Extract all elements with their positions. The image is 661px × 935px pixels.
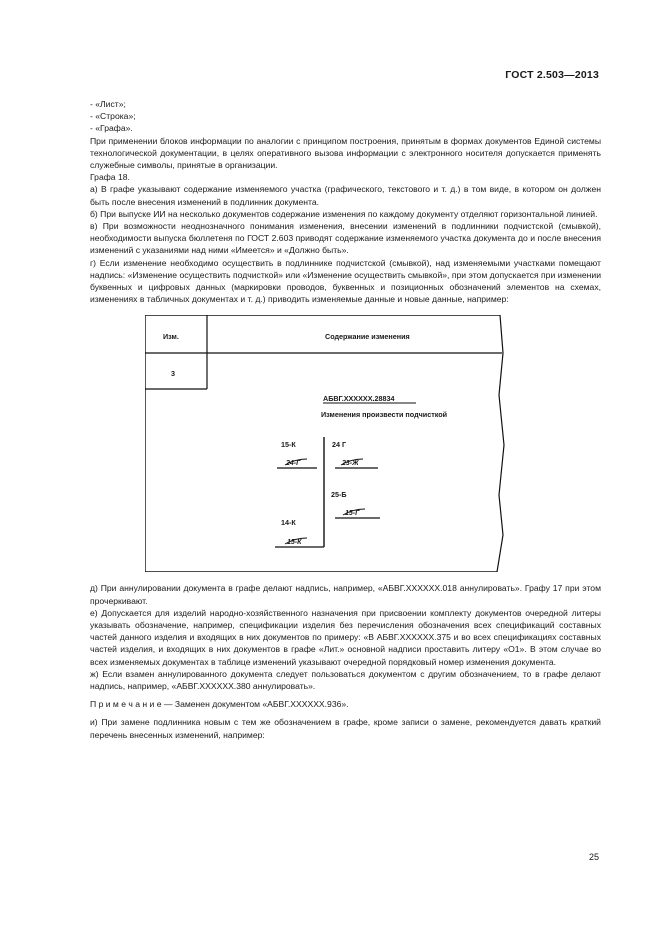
figure-left-bottom-old: 15-К bbox=[287, 539, 302, 547]
change-example-figure bbox=[145, 315, 507, 572]
page-content bbox=[90, 98, 601, 741]
figure-left-top-old: 24-Г bbox=[286, 460, 301, 468]
note-label: П р и м е ч а н и е bbox=[90, 699, 162, 710]
paragraph: б) При выпуске ИИ на несколько документов содержание изменения по каждому документу отделяют горизонтальной линией. bbox=[90, 208, 598, 219]
paragraph: При применении блоков информации по аналогии с принципом построения, принятым в формах документов Единой системы технологической документации, в целях оперативного вызова информации с электронного носителя допускается применять служебные символы, принятые в организации. bbox=[90, 135, 601, 171]
paragraph: е) Допускается для изделий народно-хозяйственного назначения при присвоении комплекту документов очередной литеры указывать обозначение, например, спецификации изделия без перечисления обозначения всех спецификаций составных частей данного изделия и входящих в них документов по примеру: «В АБВГ.ХХХХХХ.375 и во всех спецификациях составных частей изделия, и входящих в них документов в графе «Лит.» основной надписи проставить литеру «О1». В этом случае во всех изменяемых документах в таблице изменений указывают очередной порядковый номер изменения документа. bbox=[90, 607, 601, 667]
note-text: — Заменен документом «АБВГ.ХХХХХХ.936». bbox=[161, 699, 349, 710]
figure-instruction: Изменения произвести подчисткой bbox=[321, 410, 448, 420]
figure-left-bottom-label: 14-К bbox=[281, 518, 296, 528]
figure-left-top-label: 15-К bbox=[281, 440, 296, 450]
figure-header-content-col: Содержание изменения bbox=[325, 332, 410, 342]
figure-right-bottom-old: 15-Г bbox=[345, 510, 360, 518]
paragraph: ж) Если взамен аннулированного документа следует пользоваться документом с другим обозначением, то в графе делают надпись, например, «АБВГ.ХХХХХХ.380 аннулировать». bbox=[90, 668, 601, 692]
figure-change-number: 3 bbox=[171, 369, 175, 379]
figure-right-top-old: 23-Ж bbox=[342, 460, 359, 468]
figure-header-change-col: Изм. bbox=[163, 332, 179, 342]
paragraph: а) В графе указывают содержание изменяемого участка (графического, текстового и т. д.) в том виде, в котором он должен быть после внесения изменений в подлинник документа. bbox=[90, 184, 601, 207]
figure-right-top-label: 24 Г bbox=[332, 440, 347, 450]
figure-frame bbox=[145, 315, 507, 572]
paragraph: в) При возможности неоднозначного понимания изменения, внесении изменений в подлинники подчистской (смывкой), необходимости выпуска бюллетеня по ГОСТ 2.603 приводят содержание изменяемого участка документа до и после внесения изменений с указаниями над ними «Имеется» и «Должно быть». bbox=[90, 221, 601, 256]
note bbox=[90, 698, 601, 710]
paragraph: и) При замене подлинника новым с тем же обозначением в графе, кроме записи о замене, рекомендуется давать краткий перечень внесенных изменений, например: bbox=[90, 717, 601, 740]
list-item: - «Лист»; bbox=[90, 99, 126, 109]
paragraph: г) Если изменение необходимо осуществить в подлиннике подчистской (смывкой), над изменяемыми участками помещают надпись: «Изменение осуществить подчисткой» или «Изменение осуществить смывкой», при этом допускается при изменении буквенных и цифровых данных (маркировки проводов, буквенных и позиционных обозначений элементов на схемах, изменениях в табличных документах и т. д.) приводить изменяемые данные и новые данные, например: bbox=[90, 257, 601, 305]
figure-right-bottom-label: 25-Б bbox=[331, 490, 347, 500]
page-number: 25 bbox=[588, 852, 599, 862]
figure-designation: АБВГ.ХХХХХХ.28834 bbox=[323, 394, 395, 404]
list-item: - «Строка»; bbox=[90, 111, 136, 122]
document-code-header: ГОСТ 2.503—2013 bbox=[505, 69, 599, 81]
paragraph: Графа 18. bbox=[90, 172, 130, 183]
list-item: - «Графа». bbox=[90, 123, 133, 134]
paragraph: д) При аннулировании документа в графе делают надпись, например, «АБВГ.ХХХХХХ.018 аннулировать». Графу 17 при этом прочеркивают. bbox=[90, 583, 601, 606]
